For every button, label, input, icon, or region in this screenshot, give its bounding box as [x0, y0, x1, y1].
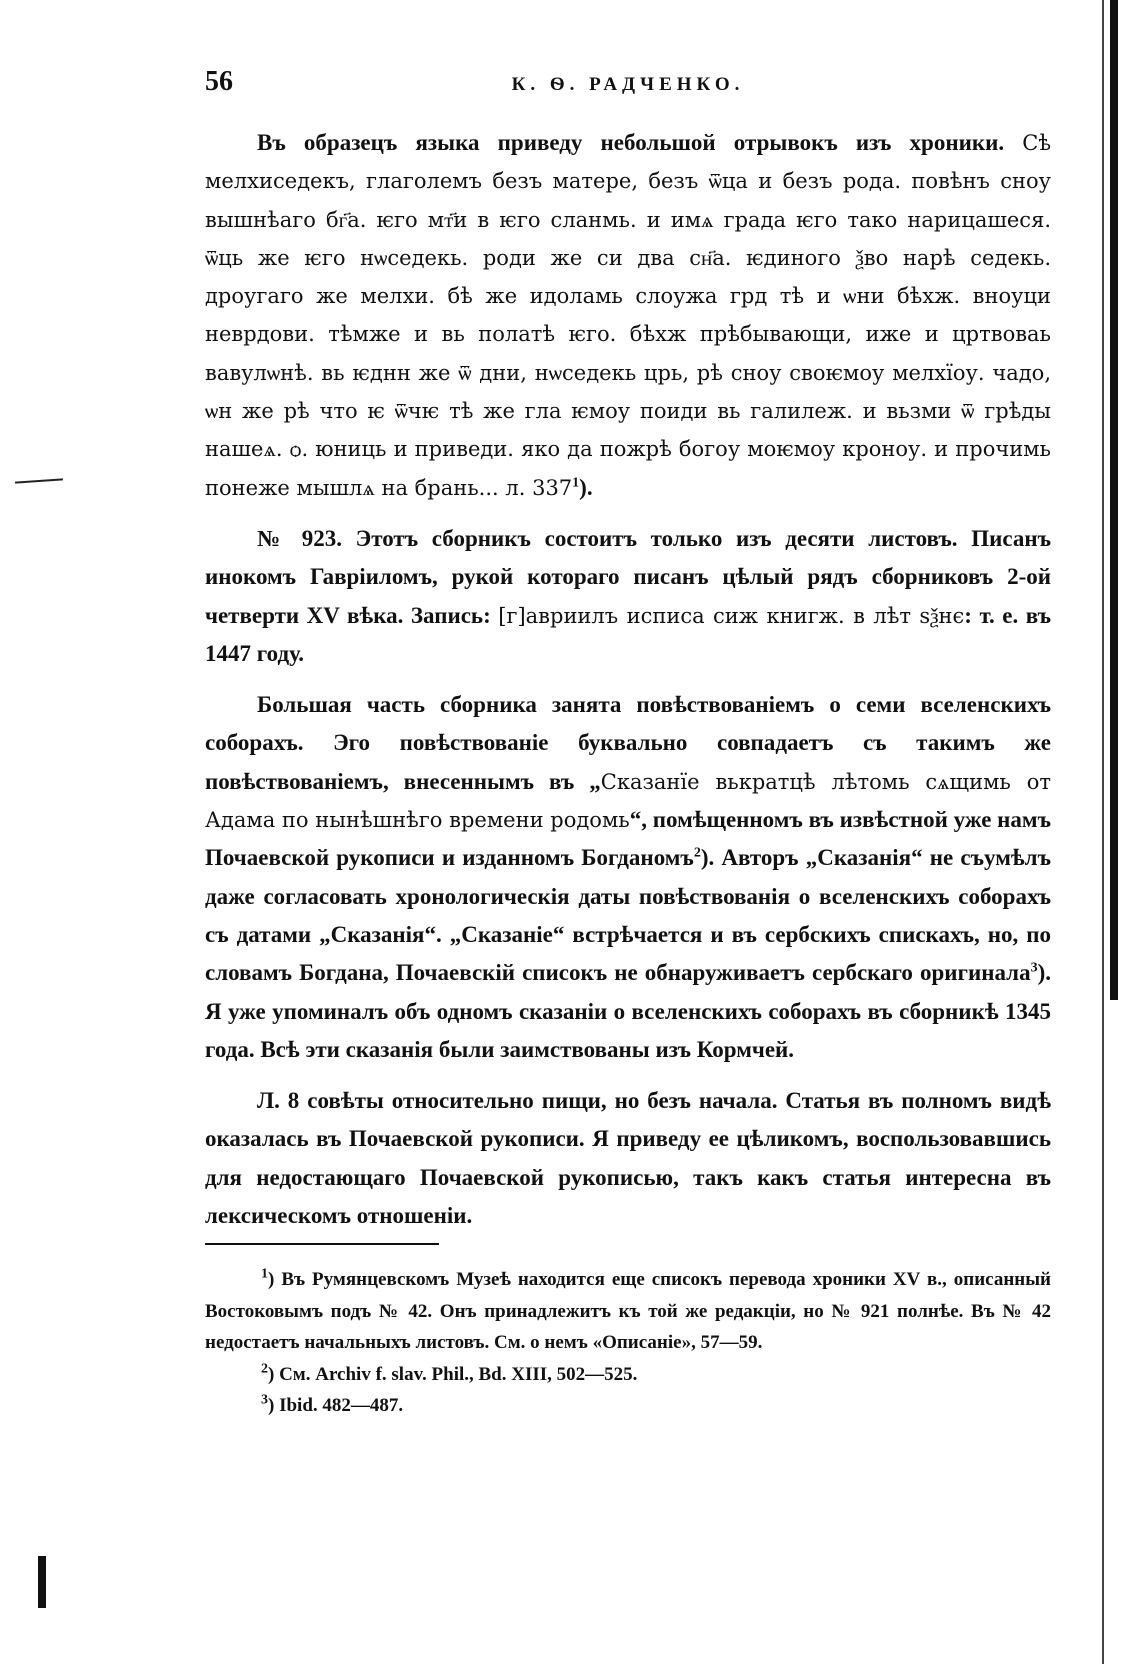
footnote-divider: [205, 1243, 439, 1245]
footnote-marker: 3: [261, 1393, 268, 1409]
footnotes: [205, 1264, 1051, 1422]
church-slavonic-colophon: [г]авриилъ исписа сиж книгж. в лѣт ѕѯнє: [498, 603, 965, 628]
paragraph-lead: Въ образецъ языка приведу небольшой отрывокъ изъ хроники.: [257, 130, 1023, 155]
page-number: 56: [205, 66, 233, 97]
footnote-text: ) Въ Румянцевскомъ Музеѣ находится еще списокъ перевода хроники XV в., описанный Востоковымъ подъ № 42. Онъ принадлежитъ къ той же редакціи, но № 921 полнѣе. Въ № 42 недостаетъ начальныхъ листовъ. См. о немъ «Описаніе», 57—59.: [205, 1269, 1051, 1354]
paragraph-close: ).: [579, 474, 593, 500]
page-edge-shadow: [1110, 0, 1118, 1000]
paragraph-food-advice: [205, 1082, 1051, 1235]
footnote-marker: 1: [261, 1266, 268, 1282]
paragraph-text: Л. 8 совѣты относительно пищи, но безъ начала. Статья въ полномъ видѣ оказалась въ Почаевской рукописи. Я приведу ее цѣликомъ, воспользовавшись для недостающаго Почаевской рукописью, такъ какъ статья интересна въ лексическомъ отношеніи.: [205, 1088, 1051, 1229]
paragraph-part: Большая часть сборника занята повѣствованіемъ о семи вселенскихъ соборахъ. Эго повѣствованіе буквально совпадаетъ съ такимъ же повѣствованіемъ, внесеннымъ въ „: [205, 692, 1051, 794]
paragraph-manuscript-923: [205, 520, 1051, 673]
footnote-item: [205, 1264, 1051, 1359]
paragraph-ecumenical-councils: [205, 686, 1051, 1069]
paragraph-part: “, помѣщенномъ въ извѣстной уже намъ Почаевской рукописи и изданномъ Богданомъ: [205, 807, 1051, 871]
body-text: [205, 124, 1051, 1235]
footnote-text: ) Ibid. 482—487.: [268, 1395, 404, 1417]
footnote-marker: 2: [261, 1361, 268, 1377]
paragraph-part: ). Авторъ „Сказанія“ не съумѣлъ даже согласовать хронологическія даты повѣствованія о вселенскихъ соборахъ съ датами „Сказанія“. „Сказаніе“ встрѣчается и въ сербскихъ спискахъ, но, по словамъ Богдана, Почаевскій списокъ не обнаруживаетъ сербскаго оригинала: [205, 845, 1051, 986]
page-edge-line: [1102, 0, 1104, 1664]
running-head: К. Ѳ. РАДЧЕНКО.: [511, 74, 745, 95]
church-slavonic-title: Сказанїе вькратцѣ лѣтомь сѧщимь от Адама по нынѣшнѣго времени родомь: [205, 769, 1051, 833]
margin-pencil-mark: [15, 478, 63, 483]
paragraph-chronicle-excerpt: [205, 124, 1051, 507]
footnote-text: ) См. Archiv f. slav. Phil., Bd. XIII, 502—525.: [268, 1363, 638, 1385]
paragraph-part: ). Я уже упоминалъ объ одномъ сказаніи о вселенскихъ соборахъ въ сборникѣ 1345 года. Всѣ эти сказанія были заимствованы изъ Кормчей.: [205, 960, 1051, 1062]
footnote-item: [205, 1359, 1051, 1391]
footnote-ref: 2: [693, 845, 701, 861]
footnote-ref: 1: [572, 475, 580, 491]
church-slavonic-excerpt: Сѣ мелхиседекъ, глаголемъ безъ матере, безъ ѿца и безъ рода. повѣнъ сноу вышнѣаго бг҃а. ѥго мт҃и в ѥго сланмь. и имѧ града ѥго тако нарицашеся. ѿць же ѥго нѡседекь. роди же си два сн҃а. ѥдиного ѯво нарѣ седекь. дроугаго же мелхи. бѣ же идоламь слоужа грд тѣ и ѡни бѣхж. вноуци неврдови. тѣмже и вь полатѣ ѥго. бѣхж прѣбывающи, иже и цртвоваь вавулѡнѣ. вь ѥднн же ѿ дни, нѡседекь црь, рѣ сноу своѥмоу мелхїоу. чадо, ѡн же рѣ что ѥ ѿчѥ тѣ же гла ѥмоу поиди вь галилеж. и вьзми ѿ грѣды нашеѧ. ѻ. юниць и приведи. яко да пожрѣ богоу моѥмоу кроноу. и прочимь понеже мышлѧ на брань... л. 337: [205, 131, 1051, 500]
page-header: [205, 66, 1051, 106]
paragraph-lead: № 923. Этотъ сборникъ состоитъ только изъ десяти листовъ. Писанъ инокомъ Гавріиломъ, рукой котораго писанъ цѣлый рядъ сборниковъ 2-ой четверти XV вѣка. Запись:: [205, 525, 1051, 628]
footnote-ref: 3: [1030, 960, 1038, 976]
paragraph-tail: : т. е. въ 1447 году.: [205, 602, 1051, 666]
footnote-item: [205, 1390, 1051, 1422]
margin-ink-mark: [38, 1556, 46, 1608]
